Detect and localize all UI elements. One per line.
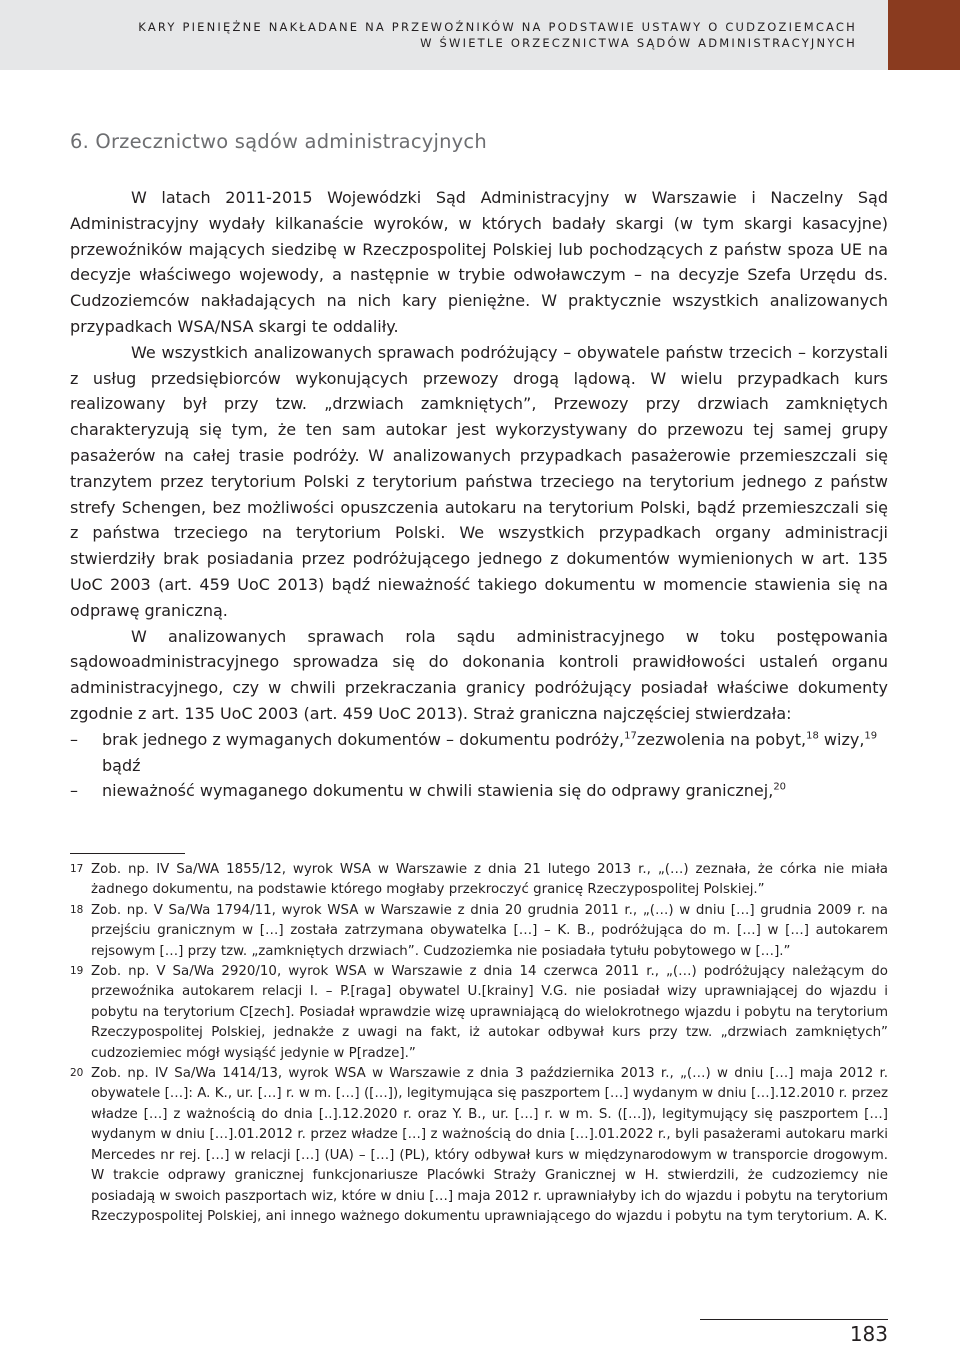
running-header-line-2: W ŚWIETLE ORZECZNICTWA SĄDÓW ADMINISTRACYJNYCH (420, 36, 857, 50)
list-item-text: wizy, (818, 729, 865, 749)
paragraph-1: W latach 2011-2015 Wojewódzki Sąd Administracyjny w Warszawie i Naczelny Sąd Administracyjny wydały kilkanaście wyroków, w których badały skargi (w tym skargi kasacyjne) przewoźników mających siedzibę w Rzeczpospolitej Polskiej lub pochodzących z państw spoza UE na decyzje właściwego wojewody, a następnie w trybie odwoławczym – na decyzje Szefa Urzędu ds. Cudzoziemców nakładających na nich kary pieniężne. W praktycznie wszystkich analizowanych przypadkach WSA/NSA skargi te oddaliły. (70, 188, 888, 336)
list-item-text: brak jednego z wymaganych dokumentów – dokumentu podróży, (102, 729, 625, 749)
list-dash: – (70, 729, 78, 749)
footnote-separator (70, 853, 185, 854)
footnote-19 (70, 962, 888, 1064)
footnote-number: 18 (70, 903, 84, 916)
footnote-number: 19 (70, 965, 84, 978)
footnote-17 (70, 860, 888, 901)
page-number-rule (700, 1319, 888, 1320)
list-item-text: zezwolenia na pobyt, (636, 729, 807, 749)
footnote-ref[interactable]: 18 (806, 730, 819, 742)
footnotes (70, 860, 888, 1227)
footnote-text: Zob. np. IV Sa/WA 1855/12, wyrok WSA w Warszawie z dnia 21 lutego 2013 r., „(…) zeznała, że córka nie miała żadnego dokumentu, na podstawie którego mogłaby przekroczyć granicę Rzeczypospolitej Polskiej.” (91, 862, 888, 898)
footnote-text: Zob. np. IV Sa/Wa 1414/13, wyrok WSA w Warszawie z dnia 3 października 2013 r., „(…) w dniu […] maja 2012 r. obywatele […]: A. K., ur. […] r. w m. […] ([…]), legitymująca się paszportem […] wydanym w dniu […].12.2010 r. przez władze […] z ważnością do dnia [..].12.2020 r. oraz Y. B., ur. […] r. w m. S. ([…]), legitymujący się paszportem […] wydanym w dniu […].01.2012 r. przez władze […] z ważnością do dnia […].01.2022 r., byli pasażerami autokaru marki Mercedes nr rej. […] w relacji […] (UA) – […] (PL), który odbywał kurs w międzynarodowym w transporcie drogowym. W trakcie odprawy granicznej funkcjonariusze Placówki Straży Granicznej w H. stwierdzili, że cudzoziemcy nie posiadają w swoich paszportach wiz, które w dniu […] maja 2012 r. uprawniałyby ich do wjazdu i pobytu na terytorium Rzeczypospolitej Polskiej, ani innego ważnego dokumentu uprawniającego do wjazdu i pobytu na tym terytorium. A. K. (91, 1066, 888, 1224)
paragraph-2: We wszystkich analizowanych sprawach podróżujący – obywatele państw trzecich – korzystali z usług przedsiębiorców wykonujących przewozy drogą lądową. W wielu przypadkach kurs realizowany był przy tzw. „drzwiach zamkniętych”, Przewozy przy drzwiach zamkniętych charakteryzują się tym, że ten sam autokar jest wykorzystywany do przewozu tej samej grupy pasażerów na całej trasie podróży. W analizowanych przypadkach pasażerowie przemieszczali się tranzytem przez terytorium Polski z terytorium państwa trzeciego na terytorium jednego z państw strefy Schengen, bez możliwości opuszczenia autokaru na terytorium Polski, bądź przemieszczali się z państwa trzeciego na terytorium Polski. We wszystkich przypadkach organy administracji stwierdziły brak posiadania przez podróżującego jednego z dokumentów wymienionych w art. 135 UoC 2003 (art. 459 UoC 2013) bądź nieważność takiego dokumentu w momencie stawienia się na odprawę graniczną. (70, 342, 888, 620)
footnote-text: Zob. np. V Sa/Wa 2920/10, wyrok WSA w Warszawie z dnia 14 czerwca 2011 r., „(…) podróżujący należącym do przewoźnika autokarem relacji I. – P.[raga] obywatel U.[krainy] V.G. nie posiadał wizy uprawniającej do wjazdu i pobytu na terytorium C[zech]. Posiadał wprawdzie wizę uprawniającą do wielokrotnego wjazdu i pobytu na terytorium Rzeczypospolitej Polskiej, jednakże z uwagi na fakt, iż autokar odbywał kurs przy tzw. „drzwiach zamkniętych” cudzoziemiec mógł wysiąść jedynie w P[radze].” (91, 964, 888, 1061)
footnote-text: Zob. np. V Sa/Wa 1794/11, wyrok WSA w Warszawie z dnia 20 grudnia 2011 r., „(…) w dniu […] grudnia 2009 r. na przejściu granicznym w […] została zatrzymana obywatelka […] – K. B., podróżująca do m. […] w […] autokarem rejsowym […] przy tzw. „zamkniętych drzwiach”. Cudzoziemka nie posiadała tytułu pobytowego w […].” (91, 902, 888, 959)
footnote-number: 17 (70, 863, 84, 875)
page-number: 183 (849, 1322, 888, 1346)
section-title: 6. Orzecznictwo sądów administracyjnych (70, 130, 487, 153)
findings-list (70, 727, 888, 804)
footnote-18 (70, 901, 888, 962)
list-item-text: bądź (102, 755, 141, 775)
paragraph-3: W analizowanych sprawach rola sądu administracyjnego w toku postępowania sądowoadministracyjnego sprowadza się do dokonania kontroli prawidłowości ustaleń organu administracyjnego, czy w chwili przekraczania granicy podróżujący posiadał właściwe dokumenty zgodnie z art. 135 UoC 2003 (art. 459 UoC 2013). Straż graniczna najczęściej stwierdzała: (70, 626, 888, 723)
running-header-line-1: KARY PIENIĘŻNE NAKŁADANE NA PRZEWOŹNIKÓW NA PODSTAWIE USTAWY O CUDZOZIEMCACH (138, 20, 857, 34)
footnote-number: 20 (70, 1067, 84, 1080)
footnote-ref[interactable]: 17 (624, 730, 637, 742)
footnote-20 (70, 1064, 888, 1227)
list-item-text: nieważność wymaganego dokumentu w chwili stawienia się do odprawy granicznej, (102, 781, 774, 801)
list-item (70, 727, 888, 779)
running-header (138, 19, 857, 51)
footnote-ref[interactable]: 19 (864, 730, 878, 742)
footnote-ref[interactable]: 20 (773, 782, 787, 793)
main-text (70, 185, 888, 804)
list-item (70, 778, 888, 804)
header-accent-block (888, 0, 960, 70)
list-dash: – (70, 781, 78, 801)
